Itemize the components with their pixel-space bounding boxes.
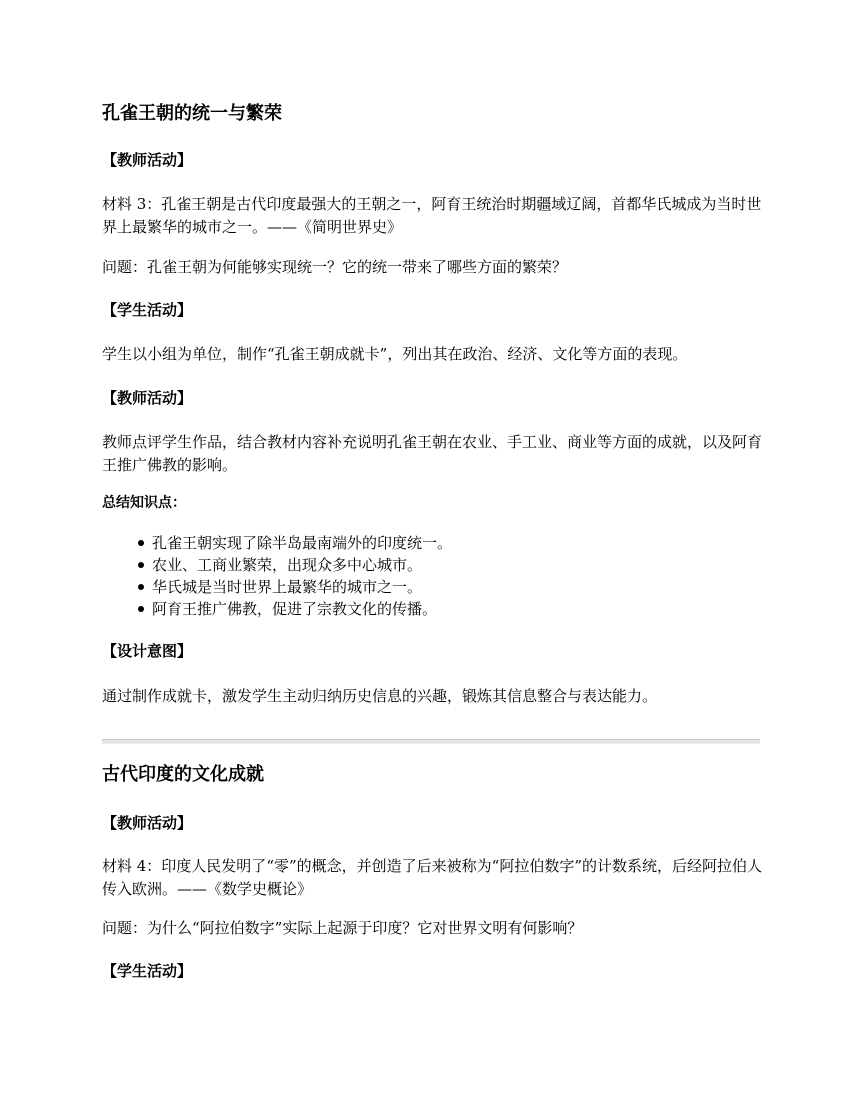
summary-heading: 总结知识点： <box>102 495 186 511</box>
list-item: 孔雀王朝实现了除半岛最南端外的印度统一。 <box>102 532 452 554</box>
teacher-activity-heading: 【教师活动】 <box>102 151 193 169</box>
bullet-icon <box>138 540 144 546</box>
list-item: 农业、工商业繁荣，出现众多中心城市。 <box>102 554 452 576</box>
bullet-icon <box>138 584 144 590</box>
question-1-paragraph: 问题：孔雀王朝为何能够实现统一？它的统一带来了哪些方面的繁荣？ <box>102 258 568 276</box>
question-2-paragraph: 问题：为什么“阿拉伯数字”实际上起源于印度？它对世界文明有何影响？ <box>102 919 583 937</box>
student-activity-heading-2: 【学生活动】 <box>102 962 193 980</box>
teacher-activity-heading-3: 【教师活动】 <box>102 814 193 832</box>
teacher-activity-heading-2: 【教师活动】 <box>102 389 193 407</box>
material-4-paragraph: 材料 4：印度人民发明了“零”的概念，并创造了后来被称为“阿拉伯数字”的计数系统，后经阿拉伯人传入欧洲。——《数学史概论》 <box>102 857 762 898</box>
summary-list <box>102 532 452 620</box>
section-title-maurya: 孔雀王朝的统一与繁荣 <box>102 103 282 124</box>
student-activity-heading: 【学生活动】 <box>102 301 193 319</box>
design-intent-heading: 【设计意图】 <box>102 642 193 660</box>
material-3-paragraph: 材料 3：孔雀王朝是古代印度最强大的王朝之一，阿育王统治时期疆域辽阔，首都华氏城成为当时世界上最繁华的城市之一。——《简明世界史》 <box>102 195 762 236</box>
teacher-activity-paragraph: 教师点评学生作品，结合教材内容补充说明孔雀王朝在农业、手工业、商业等方面的成就，以及阿育王推广佛教的影响。 <box>102 433 763 474</box>
section-divider <box>102 739 760 744</box>
list-item: 华氏城是当时世界上最繁华的城市之一。 <box>102 576 452 598</box>
student-activity-paragraph: 学生以小组为单位，制作“孔雀王朝成就卡”，列出其在政治、经济、文化等方面的表现。 <box>102 345 688 363</box>
list-item: 阿育王推广佛教，促进了宗教文化的传播。 <box>102 598 452 620</box>
bullet-icon <box>138 606 144 612</box>
bullet-icon <box>138 562 144 568</box>
design-intent-paragraph: 通过制作成就卡，激发学生主动归纳历史信息的兴趣，锻炼其信息整合与表达能力。 <box>102 687 658 705</box>
section-title-culture: 古代印度的文化成就 <box>102 764 264 785</box>
